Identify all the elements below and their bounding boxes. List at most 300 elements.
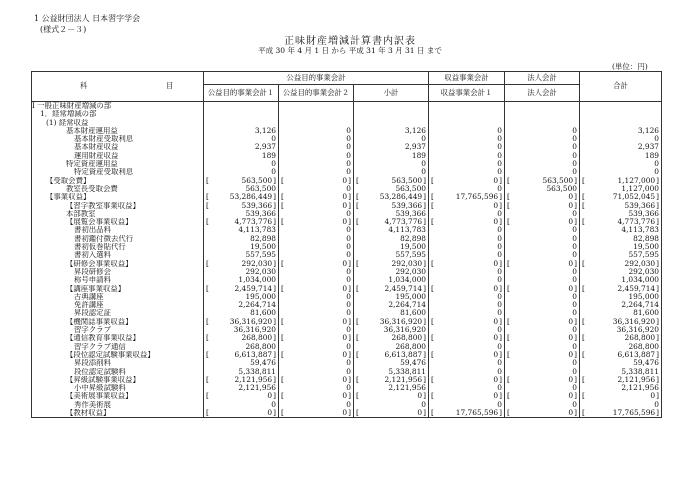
cell-public1 xyxy=(204,193,279,201)
cell-value: 0 xyxy=(572,367,577,376)
cell-subtotal xyxy=(354,152,429,160)
cell-profit1 xyxy=(429,384,505,392)
cell-value: 2,121,956 xyxy=(234,375,273,384)
row-label: 書初出品料 xyxy=(32,226,204,234)
close-bracket: ] xyxy=(273,350,276,359)
close-bracket: ] xyxy=(348,317,351,326)
cell-value: 0 xyxy=(572,135,577,144)
cell-value: 0 xyxy=(346,276,351,285)
cell-value: 3,126 xyxy=(404,126,426,135)
cell-value: 0 xyxy=(346,384,351,393)
cell-corporate xyxy=(505,268,580,276)
cell-value: 0 xyxy=(497,400,502,409)
close-bracket: ] xyxy=(656,259,659,268)
open-bracket: [ xyxy=(281,218,284,227)
row-label: 【段位認定試験事業収益】 xyxy=(32,351,204,359)
cell-value: 2,937 xyxy=(637,143,659,152)
row-label: 本部教室 xyxy=(32,210,204,218)
cell-total xyxy=(580,409,662,418)
cell-value: 1,034,000 xyxy=(238,276,276,285)
cell-value: 0 xyxy=(346,326,351,335)
open-bracket: [ xyxy=(356,350,359,359)
cell-value: 0 xyxy=(346,301,351,310)
open-bracket: [ xyxy=(281,284,284,293)
cell-total xyxy=(580,243,662,251)
cell-value: 0 xyxy=(342,176,348,185)
cell-value: 539,366 xyxy=(395,209,426,218)
close-bracket: ] xyxy=(273,218,276,227)
cell-value: 0 xyxy=(568,350,574,359)
cell-subtotal xyxy=(354,276,429,284)
close-bracket: ] xyxy=(423,201,426,210)
cell-public1 xyxy=(204,251,279,259)
row-label: 運用財産収益 xyxy=(32,152,204,160)
close-bracket: ] xyxy=(273,334,276,343)
close-bracket: ] xyxy=(273,284,276,293)
open-bracket: [ xyxy=(281,176,284,185)
cell-value: 4,773,776 xyxy=(384,218,423,227)
cell-value: 6,613,887 xyxy=(384,350,423,359)
cell-value: 0 xyxy=(568,317,574,326)
cell-value: 0 xyxy=(497,359,502,368)
cell-total xyxy=(580,301,662,309)
cell-value: 59,476 xyxy=(400,359,426,368)
cell-profit1 xyxy=(429,318,505,326)
cell-value: 195,000 xyxy=(628,292,659,301)
row-label: 書初仮巻貼代行 xyxy=(32,243,204,251)
cell-corporate xyxy=(505,260,580,268)
cell-value: 17,765,596 xyxy=(455,408,499,417)
cell-value: 0 xyxy=(572,309,577,318)
close-bracket: ] xyxy=(348,350,351,359)
cell-profit1 xyxy=(429,351,505,359)
cell-value: 2,459,714 xyxy=(617,284,656,293)
cell-corporate xyxy=(505,359,580,367)
close-bracket: ] xyxy=(273,259,276,268)
cell-public1 xyxy=(204,384,279,392)
cell-value: 0 xyxy=(346,359,351,368)
open-bracket: [ xyxy=(507,218,510,227)
cell-corporate xyxy=(505,218,580,226)
cell-public1 xyxy=(204,119,279,127)
close-bracket: ] xyxy=(499,201,502,210)
cell-value: 195,000 xyxy=(245,292,276,301)
cell-value: 0 xyxy=(572,326,577,335)
cell-public1 xyxy=(204,293,279,301)
cell-public2 xyxy=(279,218,354,226)
cell-public1 xyxy=(204,160,279,168)
cell-profit1 xyxy=(429,210,505,218)
cell-value: 81,600 xyxy=(250,309,276,318)
open-bracket: [ xyxy=(356,201,359,210)
cell-value: 292,030 xyxy=(241,259,273,268)
cell-value: 2,937 xyxy=(404,143,426,152)
cell-value: 0 xyxy=(342,218,348,227)
cell-value: 0 xyxy=(346,342,351,351)
cell-value: 0 xyxy=(568,284,574,293)
table-row xyxy=(32,102,662,111)
table-row xyxy=(32,152,662,160)
cell-total xyxy=(580,210,662,218)
open-bracket: [ xyxy=(356,392,359,401)
close-bracket: ] xyxy=(423,408,426,417)
table-row xyxy=(32,376,662,384)
cell-value: 4,773,776 xyxy=(234,218,273,227)
cell-value: 0 xyxy=(497,301,502,310)
cell-total xyxy=(580,359,662,367)
close-bracket: ] xyxy=(574,375,577,384)
cell-total xyxy=(580,376,662,384)
cell-public2 xyxy=(279,243,354,251)
cell-value: 0 xyxy=(271,160,276,169)
cell-profit1 xyxy=(429,334,505,342)
cell-profit1 xyxy=(429,226,505,234)
cell-value: 563,500 xyxy=(395,184,426,193)
cell-corporate xyxy=(505,384,580,392)
cell-total xyxy=(580,368,662,376)
open-bracket: [ xyxy=(281,392,284,401)
cell-profit1 xyxy=(429,392,505,400)
cell-value: 0 xyxy=(267,392,273,401)
open-bracket: [ xyxy=(356,193,359,202)
open-bracket: [ xyxy=(507,350,510,359)
cell-value: 2,121,956 xyxy=(384,375,423,384)
cell-value: 0 xyxy=(568,193,574,202)
open-bracket: [ xyxy=(356,259,359,268)
cell-value: 53,286,449 xyxy=(229,193,273,202)
table-row xyxy=(32,343,662,351)
cell-public1 xyxy=(204,401,279,409)
open-bracket: [ xyxy=(582,334,585,343)
open-bracket: [ xyxy=(507,408,510,417)
cell-value: 292,030 xyxy=(245,267,276,276)
table-row xyxy=(32,135,662,143)
cell-corporate xyxy=(505,160,580,168)
cell-value: 4,113,783 xyxy=(388,226,426,235)
cell-total xyxy=(580,202,662,210)
close-bracket: ] xyxy=(348,408,351,417)
cell-public2 xyxy=(279,143,354,151)
open-bracket: [ xyxy=(582,317,585,326)
cell-value: 0 xyxy=(346,367,351,376)
close-bracket: ] xyxy=(348,259,351,268)
cell-value: 53,286,449 xyxy=(379,193,423,202)
cell-total xyxy=(580,152,662,160)
cell-total xyxy=(580,102,662,111)
cell-public1 xyxy=(204,210,279,218)
close-bracket: ] xyxy=(656,284,659,293)
cell-value: 36,316,920 xyxy=(612,317,656,326)
cell-value: 4,113,783 xyxy=(621,226,659,235)
cell-value: 0 xyxy=(654,160,659,169)
cell-value: 0 xyxy=(493,218,499,227)
cell-value: 563,500 xyxy=(245,184,276,193)
cell-value: 0 xyxy=(654,168,659,177)
cell-value: 2,121,956 xyxy=(388,384,426,393)
open-bracket: [ xyxy=(281,350,284,359)
cell-profit1 xyxy=(429,251,505,259)
close-bracket: ] xyxy=(348,392,351,401)
row-label: 基本財産収益 xyxy=(32,143,204,151)
cell-public1 xyxy=(204,376,279,384)
row-label: (1) 経常収益 xyxy=(32,119,204,127)
document-title: 正味財産増減計算書内訳表 xyxy=(284,36,416,47)
row-label: 書初入選料 xyxy=(32,251,204,259)
cell-profit1 xyxy=(429,268,505,276)
row-label: 称号申請料 xyxy=(32,276,204,284)
cell-public1 xyxy=(204,243,279,251)
cell-public2 xyxy=(279,235,354,243)
cell-public2 xyxy=(279,202,354,210)
row-label: 基本財産受取利息 xyxy=(32,135,204,143)
cell-value: 4,113,783 xyxy=(238,226,276,235)
cell-value: 292,030 xyxy=(395,267,426,276)
open-bracket: [ xyxy=(507,392,510,401)
cell-total xyxy=(580,392,662,400)
cell-value: 0 xyxy=(342,201,348,210)
cell-public1 xyxy=(204,135,279,143)
close-bracket: ] xyxy=(656,334,659,343)
row-label: 特定資産運用益 xyxy=(32,160,204,168)
cell-value: 0 xyxy=(417,392,423,401)
cell-subtotal xyxy=(354,202,429,210)
cell-profit1 xyxy=(429,243,505,251)
cell-public2 xyxy=(279,392,354,400)
cell-subtotal xyxy=(354,210,429,218)
cell-public2 xyxy=(279,376,354,384)
cell-public1 xyxy=(204,202,279,210)
cell-public2 xyxy=(279,384,354,392)
cell-total xyxy=(580,260,662,268)
close-bracket: ] xyxy=(574,317,577,326)
cell-public2 xyxy=(279,260,354,268)
statement-table xyxy=(31,71,662,418)
cell-corporate xyxy=(505,102,580,111)
table-row xyxy=(32,202,662,210)
cell-value: 19,500 xyxy=(250,243,276,252)
cell-total xyxy=(580,143,662,151)
cell-value: 0 xyxy=(572,301,577,310)
cell-subtotal xyxy=(354,160,429,168)
cell-value: 0 xyxy=(421,135,426,144)
table-row xyxy=(32,226,662,234)
cell-value: 2,264,714 xyxy=(388,301,426,310)
cell-public2 xyxy=(279,251,354,259)
cell-value: 0 xyxy=(342,334,348,343)
table-row xyxy=(32,401,662,409)
table-row xyxy=(32,119,662,127)
cell-total xyxy=(580,251,662,259)
cell-value: 563,500 xyxy=(542,176,574,185)
close-bracket: ] xyxy=(348,334,351,343)
table-row xyxy=(32,368,662,376)
close-bracket: ] xyxy=(574,350,577,359)
cell-value: 189 xyxy=(411,151,426,160)
public2-header: 公益目的事業会計２ xyxy=(279,85,354,102)
cell-public2 xyxy=(279,368,354,376)
cell-value: 0 xyxy=(493,392,499,401)
close-bracket: ] xyxy=(574,284,577,293)
cell-profit1 xyxy=(429,301,505,309)
cell-value: 0 xyxy=(493,334,499,343)
cell-value: 17,765,596 xyxy=(455,193,499,202)
cell-value: 2,459,714 xyxy=(384,284,423,293)
open-bracket: [ xyxy=(507,284,510,293)
cell-value: 539,366 xyxy=(391,201,423,210)
close-bracket: ] xyxy=(574,259,577,268)
cell-value: 0 xyxy=(497,326,502,335)
cell-value: 0 xyxy=(342,392,348,401)
cell-corporate xyxy=(505,243,580,251)
cell-public1 xyxy=(204,260,279,268)
cell-value: 0 xyxy=(568,375,574,384)
cell-value: 0 xyxy=(654,135,659,144)
open-bracket: [ xyxy=(507,176,510,185)
cell-value: 0 xyxy=(650,392,656,401)
row-label: 教室長受取会費 xyxy=(32,185,204,193)
cell-public1 xyxy=(204,127,279,135)
cell-profit1 xyxy=(429,110,505,118)
table-row xyxy=(32,326,662,334)
cell-value: 2,937 xyxy=(254,143,276,152)
close-bracket: ] xyxy=(499,317,502,326)
cell-corporate xyxy=(505,235,580,243)
cell-value: 0 xyxy=(342,408,348,417)
cell-value: 189 xyxy=(261,151,276,160)
cell-total xyxy=(580,110,662,118)
open-bracket: [ xyxy=(582,408,585,417)
cell-corporate xyxy=(505,293,580,301)
close-bracket: ] xyxy=(499,259,502,268)
cell-public2 xyxy=(279,210,354,218)
cell-value: 0 xyxy=(346,135,351,144)
open-bracket: [ xyxy=(431,284,434,293)
open-bracket: [ xyxy=(206,334,209,343)
row-label: 秀作美術展 xyxy=(32,401,204,409)
cell-subtotal xyxy=(354,135,429,143)
cell-subtotal xyxy=(354,218,429,226)
close-bracket: ] xyxy=(499,334,502,343)
cell-subtotal xyxy=(354,285,429,293)
close-bracket: ] xyxy=(273,193,276,202)
cell-value: 0 xyxy=(497,184,502,193)
cell-value: 0 xyxy=(271,135,276,144)
table-row xyxy=(32,243,662,251)
table-row xyxy=(32,285,662,293)
close-bracket: ] xyxy=(348,284,351,293)
cell-value: 0 xyxy=(346,151,351,160)
open-bracket: [ xyxy=(206,284,209,293)
close-bracket: ] xyxy=(574,218,577,227)
cell-profit1 xyxy=(429,177,505,185)
cell-value: 71,052,045 xyxy=(612,193,656,202)
profit-account-header: 収益事業会計 xyxy=(429,72,505,85)
cell-corporate xyxy=(505,185,580,193)
cell-value: 0 xyxy=(493,375,499,384)
close-bracket: ] xyxy=(574,193,577,202)
cell-value: 0 xyxy=(572,143,577,152)
open-bracket: [ xyxy=(507,375,510,384)
table-row xyxy=(32,293,662,301)
cell-public2 xyxy=(279,409,354,418)
cell-value: 0 xyxy=(572,151,577,160)
cell-corporate xyxy=(505,276,580,284)
cell-subtotal xyxy=(354,168,429,176)
cell-subtotal xyxy=(354,177,429,185)
close-bracket: ] xyxy=(656,201,659,210)
cell-value: 557,595 xyxy=(628,251,659,260)
cell-value: 0 xyxy=(572,126,577,135)
close-bracket: ] xyxy=(499,375,502,384)
close-bracket: ] xyxy=(499,284,502,293)
cell-value: 0 xyxy=(497,267,502,276)
cell-value: 0 xyxy=(421,400,426,409)
cell-subtotal xyxy=(354,143,429,151)
cell-profit1 xyxy=(429,119,505,127)
subject-header-left: 科 xyxy=(80,80,88,90)
cell-value: 0 xyxy=(568,201,574,210)
cell-public2 xyxy=(279,359,354,367)
cell-profit1 xyxy=(429,160,505,168)
close-bracket: ] xyxy=(273,201,276,210)
corporate-sub-header: 法人会計 xyxy=(505,85,580,102)
cell-value: 0 xyxy=(572,267,577,276)
cell-value: 0 xyxy=(572,209,577,218)
cell-value: 268,800 xyxy=(245,342,276,351)
open-bracket: [ xyxy=(582,193,585,202)
close-bracket: ] xyxy=(273,176,276,185)
cell-profit1 xyxy=(429,309,505,317)
cell-corporate xyxy=(505,193,580,201)
cell-corporate xyxy=(505,127,580,135)
cell-value: 0 xyxy=(497,367,502,376)
open-bracket: [ xyxy=(582,375,585,384)
open-bracket: [ xyxy=(582,176,585,185)
cell-profit1 xyxy=(429,343,505,351)
subject-header-right: 目 xyxy=(166,80,174,90)
open-bracket: [ xyxy=(356,375,359,384)
cell-value: 0 xyxy=(497,243,502,252)
cell-value: 557,595 xyxy=(245,251,276,260)
cell-total xyxy=(580,218,662,226)
open-bracket: [ xyxy=(206,176,209,185)
cell-value: 2,459,714 xyxy=(234,284,273,293)
open-bracket: [ xyxy=(431,350,434,359)
cell-public2 xyxy=(279,127,354,135)
cell-public1 xyxy=(204,285,279,293)
cell-profit1 xyxy=(429,293,505,301)
cell-value: 0 xyxy=(572,342,577,351)
cell-profit1 xyxy=(429,143,505,151)
open-bracket: [ xyxy=(281,317,284,326)
cell-corporate xyxy=(505,168,580,176)
cell-value: 0 xyxy=(497,160,502,169)
cell-subtotal xyxy=(354,301,429,309)
close-bracket: ] xyxy=(574,201,577,210)
cell-corporate xyxy=(505,343,580,351)
cell-value: 2,121,956 xyxy=(238,384,276,393)
cell-corporate xyxy=(505,110,580,118)
open-bracket: [ xyxy=(431,375,434,384)
cell-profit1 xyxy=(429,135,505,143)
cell-profit1 xyxy=(429,185,505,193)
cell-value: 0 xyxy=(342,193,348,202)
cell-value: 0 xyxy=(342,284,348,293)
close-bracket: ] xyxy=(423,284,426,293)
cell-total xyxy=(580,318,662,326)
cell-total xyxy=(580,226,662,234)
table-row xyxy=(32,409,662,418)
